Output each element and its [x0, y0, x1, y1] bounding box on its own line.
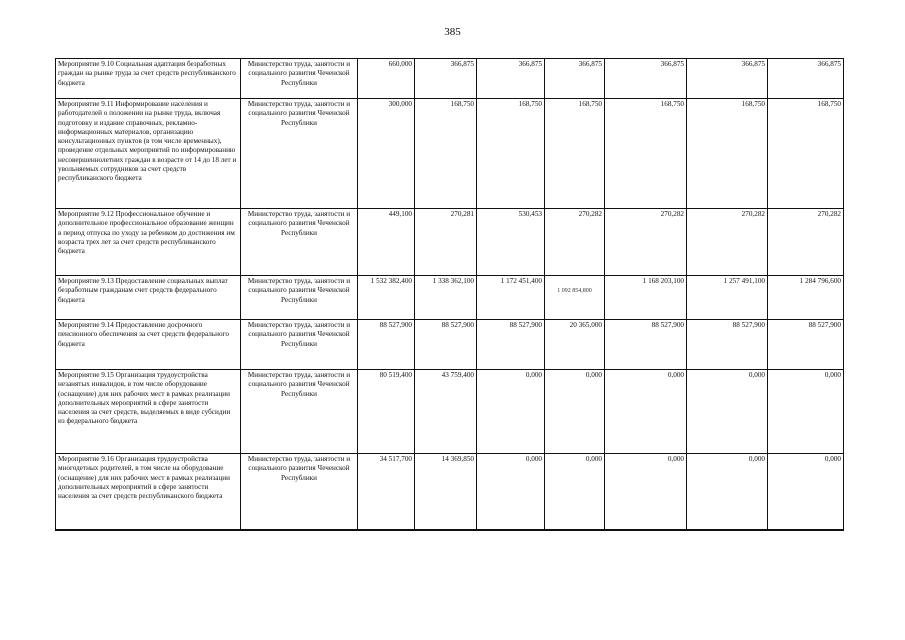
value-text: 1 168 203,100 — [642, 277, 684, 285]
value-text: 0,000 — [824, 371, 841, 379]
executor-cell: Министерство труда, занятости и социального развития Чеченской Республики — [241, 209, 358, 276]
value-text: 366,875 — [578, 60, 602, 68]
value-text: 0,000 — [824, 455, 841, 463]
value-cell — [687, 454, 768, 530]
value-cell — [415, 454, 477, 530]
value-text: 530,453 — [518, 210, 542, 218]
value-cell — [605, 209, 687, 276]
value-cell — [768, 320, 844, 370]
value-text: 168,750 — [518, 100, 542, 108]
value-cell — [477, 320, 545, 370]
value-cell — [545, 209, 605, 276]
value-text: 168,750 — [817, 100, 841, 108]
value-text: 1 284 796,600 — [799, 277, 841, 285]
activity-name-cell: Мероприятие 9.15 Организация трудоустройства незанятых инвалидов, в том числе оборудование (оснащение) для них рабочих мест в рамках реализации дополнительных мероприятий в сфере занятости населения за счет средств, выделяемых в виде субсидии из федерального бюджета — [56, 370, 241, 454]
value-cell — [545, 99, 605, 209]
value-text: 34 517,700 — [379, 455, 412, 463]
value-text: 0,000 — [585, 371, 602, 379]
activity-name-cell: Мероприятие 9.14 Предоставление досрочного пенсионного обеспечения за счет средств федерального бюджета — [56, 320, 241, 370]
value-text: 168,750 — [578, 100, 602, 108]
value-text: 300,000 — [388, 100, 412, 108]
value-text: 0,000 — [525, 371, 542, 379]
table-row — [56, 209, 844, 276]
value-cell — [768, 99, 844, 209]
value-cell — [768, 209, 844, 276]
value-cell — [605, 454, 687, 530]
value-cell — [477, 59, 545, 99]
value-cell — [358, 59, 415, 99]
executor-cell: Министерство труда, занятости и социального развития Чеченской Республики — [241, 370, 358, 454]
executor-cell: Министерство труда, занятости и социального развития Чеченской Республики — [241, 99, 358, 209]
value-text: 270,282 — [741, 210, 765, 218]
budget-table — [55, 58, 844, 531]
value-cell — [545, 59, 605, 99]
value-cell — [687, 276, 768, 320]
value-cell — [358, 276, 415, 320]
activity-name-cell: Мероприятие 9.11 Информирование населения и работодателей о положении на рынке труда, включая подготовку и издание справочных, рекламно- информационных материалов, организацию консультационных пунктов (в том числе временных), проведение отдельных мероприятий по информированию несовершеннолетних граждан в возрасте от 14 до 18 лет и увольняемых сотрудников за счет средств республиканского бюджета — [56, 99, 241, 209]
value-cell — [415, 209, 477, 276]
value-text: 366,875 — [817, 60, 841, 68]
value-text: 449,100 — [388, 210, 412, 218]
value-cell — [358, 320, 415, 370]
value-text: 43 759,400 — [441, 371, 474, 379]
value-text: 14 369,850 — [441, 455, 474, 463]
value-text: 88 527,900 — [509, 321, 542, 329]
value-text: 270,282 — [817, 210, 841, 218]
sub-value-text: 1 092 854,800 — [557, 288, 592, 294]
value-text: 660,000 — [388, 60, 412, 68]
value-cell — [415, 276, 477, 320]
activity-name-cell: Мероприятие 9.12 Профессиональное обучение и дополнительное профессиональное образование женщин в период отпуска по уходу за ребенком до достижения им возраста трех лет за счет средств республиканского бюджета — [56, 209, 241, 276]
value-text: 0,000 — [667, 371, 684, 379]
value-cell — [358, 209, 415, 276]
value-cell — [605, 99, 687, 209]
value-text: 88 527,900 — [441, 321, 474, 329]
table-row — [56, 370, 844, 454]
value-cell — [768, 59, 844, 99]
value-cell — [687, 370, 768, 454]
value-text: 0,000 — [748, 371, 765, 379]
value-text: 270,281 — [450, 210, 474, 218]
value-cell — [687, 59, 768, 99]
value-cell — [605, 59, 687, 99]
value-text: 168,750 — [660, 100, 684, 108]
value-cell — [687, 320, 768, 370]
value-cell — [545, 276, 605, 320]
value-cell — [545, 370, 605, 454]
value-cell — [605, 370, 687, 454]
value-text: 0,000 — [525, 455, 542, 463]
value-cell — [768, 276, 844, 320]
value-text: 0,000 — [585, 455, 602, 463]
table-row — [56, 320, 844, 370]
executor-cell: Министерство труда, занятости и социального развития Чеченской Республики — [241, 276, 358, 320]
value-cell — [358, 454, 415, 530]
value-text: 1 532 382,400 — [370, 277, 412, 285]
value-cell — [687, 209, 768, 276]
value-text: 20 365,000 — [569, 321, 602, 329]
value-text: 88 527,900 — [732, 321, 765, 329]
value-cell — [545, 454, 605, 530]
value-cell — [358, 99, 415, 209]
executor-cell: Министерство труда, занятости и социального развития Чеченской Республики — [241, 59, 358, 99]
value-cell — [415, 59, 477, 99]
value-cell — [768, 454, 844, 530]
value-cell — [477, 99, 545, 209]
value-text: 88 527,900 — [651, 321, 684, 329]
value-text: 80 519,400 — [379, 371, 412, 379]
table-row — [56, 454, 844, 530]
value-text: 1 257 491,100 — [723, 277, 765, 285]
value-text: 88 527,900 — [379, 321, 412, 329]
value-text: 0,000 — [667, 455, 684, 463]
value-text: 168,750 — [450, 100, 474, 108]
table-row — [56, 59, 844, 99]
activity-name-cell: Мероприятие 9.13 Предоставление социальных выплат безработным гражданам счет средств федерального бюджета — [56, 276, 241, 320]
value-cell — [687, 99, 768, 209]
value-text: 366,875 — [450, 60, 474, 68]
executor-cell: Министерство труда, занятости и социального развития Чеченской Республики — [241, 454, 358, 530]
value-text: 88 527,900 — [808, 321, 841, 329]
value-cell — [477, 276, 545, 320]
value-text: 270,282 — [578, 210, 602, 218]
value-cell — [605, 320, 687, 370]
value-cell — [545, 320, 605, 370]
value-cell — [477, 454, 545, 530]
value-cell — [415, 320, 477, 370]
value-cell — [605, 276, 687, 320]
value-cell — [358, 370, 415, 454]
value-text: 366,875 — [660, 60, 684, 68]
value-text: 168,750 — [741, 100, 765, 108]
value-text: 1 172 451,400 — [500, 277, 542, 285]
value-cell — [477, 370, 545, 454]
value-cell — [415, 370, 477, 454]
table-row — [56, 99, 844, 209]
executor-cell: Министерство труда, занятости и социального развития Чеченской Республики — [241, 320, 358, 370]
value-text: 270,282 — [660, 210, 684, 218]
page-number: 385 — [444, 26, 461, 38]
value-text: 366,875 — [518, 60, 542, 68]
value-text: 366,875 — [741, 60, 765, 68]
value-cell — [415, 99, 477, 209]
value-text: 0,000 — [748, 455, 765, 463]
table-row — [56, 276, 844, 320]
activity-name-cell: Мероприятие 9.16 Организация трудоустройства многодетных родителей, в том числе на оборудование (оснащение) для них рабочих мест в рамках реализации дополнительных мероприятий в сфере занятости населения за счет средств республиканского бюджета — [56, 454, 241, 530]
value-cell — [768, 370, 844, 454]
value-cell — [477, 209, 545, 276]
activity-name-cell: Мероприятие 9.10 Социальная адаптация безработных граждан на рынке труда за счет средств республиканского бюджета — [56, 59, 241, 99]
value-text: 1 338 362,100 — [432, 277, 474, 285]
